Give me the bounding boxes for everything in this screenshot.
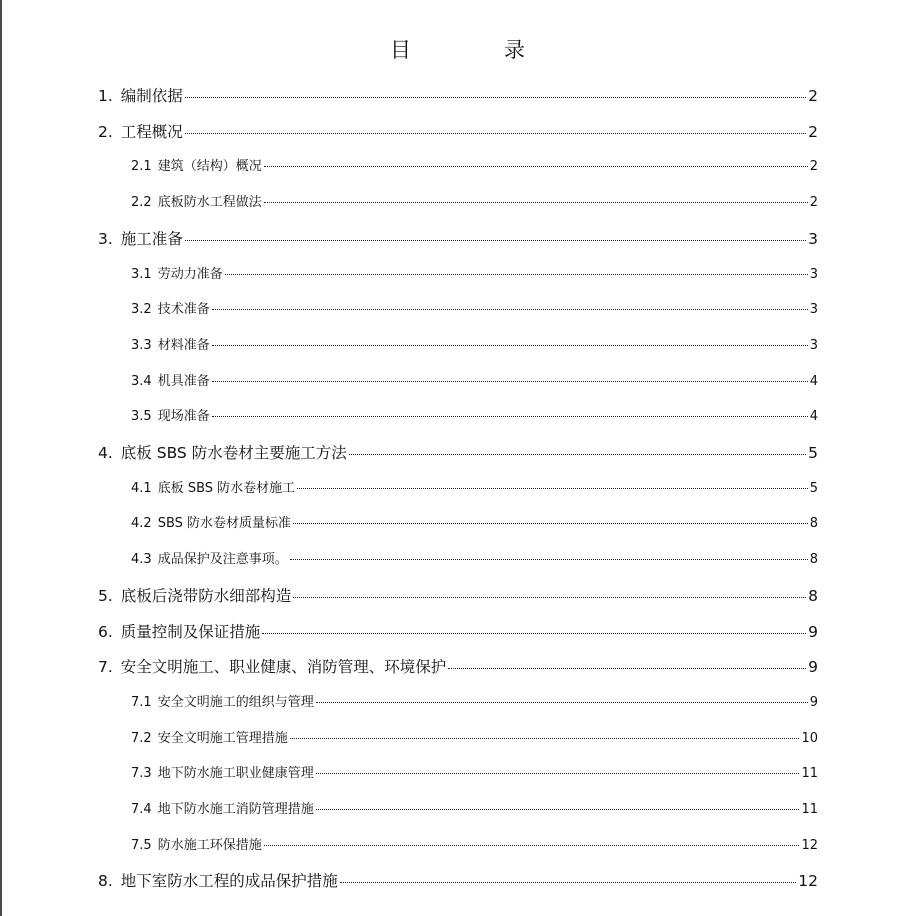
toc-entry-section[interactable] xyxy=(131,298,818,317)
toc-entry-page-number: 2 xyxy=(809,159,818,175)
toc-entry-number: 7.1 xyxy=(131,694,152,710)
toc-entry-number: 1. xyxy=(98,87,113,105)
toc-dot-leader xyxy=(316,773,800,774)
toc-entry-title: 防水施工环保措施 xyxy=(157,837,262,853)
toc-dot-leader xyxy=(185,133,806,134)
toc-entry-page-number: 9 xyxy=(808,658,818,677)
toc-entry-title: 现场准备 xyxy=(157,409,210,425)
toc-entry-number: 2. xyxy=(98,122,113,141)
toc-entry-page-number: 8 xyxy=(809,516,818,532)
toc-entry-page-number: 3 xyxy=(809,337,818,353)
toc-dot-leader xyxy=(290,559,808,560)
toc-dot-leader xyxy=(349,454,806,455)
toc-entry-page-number: 12 xyxy=(798,872,818,891)
toc-entry-section[interactable] xyxy=(131,191,818,210)
toc-entry-number: 3.1 xyxy=(131,266,152,282)
toc-entry-page-number: 11 xyxy=(801,766,818,782)
toc-title: 目 录 xyxy=(390,38,561,62)
toc-entry-chapter[interactable] xyxy=(98,120,818,142)
toc-entry-section[interactable] xyxy=(131,548,818,567)
toc-dot-leader xyxy=(212,416,808,417)
toc-entry-page-number: 2 xyxy=(808,87,818,105)
toc-dot-leader xyxy=(264,166,808,167)
toc-dot-leader xyxy=(212,309,808,310)
toc-entry-chapter[interactable] xyxy=(98,227,818,249)
toc-entry-page-number: 2 xyxy=(809,195,818,211)
toc-entry-title: 安全文明施工、职业健康、消防管理、环境保护 xyxy=(120,658,447,677)
toc-entry-page-number: 2 xyxy=(808,122,818,141)
toc-entry-title: 质量控制及保证措施 xyxy=(120,622,261,641)
toc-entry-section[interactable] xyxy=(131,798,818,817)
toc-entry-number: 4. xyxy=(98,444,113,462)
toc-entry-section[interactable] xyxy=(131,691,818,710)
toc-entry-title: 安全文明施工管理措施 xyxy=(157,730,288,746)
toc-entry-chapter[interactable] xyxy=(98,869,818,891)
toc-entry-chapter[interactable] xyxy=(98,84,818,106)
toc-entry-title: 编制依据 xyxy=(120,87,183,105)
toc-entry-number: 3. xyxy=(98,229,113,248)
toc-entry-page-number: 4 xyxy=(809,409,818,425)
toc-entry-number: 4.3 xyxy=(131,552,152,568)
toc-dot-leader xyxy=(316,702,808,703)
toc-entry-chapter[interactable] xyxy=(98,620,818,642)
toc-entry-number: 5. xyxy=(98,586,113,605)
toc-entry-chapter[interactable] xyxy=(98,655,818,677)
toc-entry-title: 成品保护及注意事项。 xyxy=(157,552,288,568)
toc-entry-number: 3.2 xyxy=(131,302,152,318)
toc-entry-title: 底板后浇带防水细部构造 xyxy=(120,586,292,605)
toc-entry-number: 7.5 xyxy=(131,837,152,853)
toc-entry-title: 工程概况 xyxy=(120,122,183,141)
toc-entry-title: SBS 防水卷材质量标准 xyxy=(157,516,292,532)
toc-entry-page-number: 8 xyxy=(808,586,818,605)
toc-entry-page-number: 12 xyxy=(801,837,818,853)
toc-dot-leader xyxy=(264,845,800,846)
toc-entry-title: 劳动力准备 xyxy=(157,266,223,282)
toc-dot-leader xyxy=(293,597,806,598)
toc-entry-number: 6. xyxy=(98,622,113,641)
toc-entry-title: 底板 SBS 防水卷材施工 xyxy=(157,480,296,496)
toc-dot-leader xyxy=(185,240,806,241)
toc-dot-leader xyxy=(212,345,808,346)
toc-entry-section[interactable] xyxy=(131,834,818,853)
toc-entry-title: 地下防水施工职业健康管理 xyxy=(157,766,314,782)
toc-entry-page-number: 5 xyxy=(808,444,818,462)
toc-entry-title: 机具准备 xyxy=(157,373,210,389)
toc-entry-title: 地下室防水工程的成品保护措施 xyxy=(120,872,338,891)
toc-entry-number: 3.4 xyxy=(131,373,152,389)
toc-entry-section[interactable] xyxy=(131,370,818,389)
toc-entry-number: 7.4 xyxy=(131,802,152,817)
toc-entry-number: 7.3 xyxy=(131,766,152,782)
toc-entry-section[interactable] xyxy=(131,263,818,282)
toc-entry-number: 7. xyxy=(98,658,113,677)
toc-dot-leader xyxy=(297,488,808,489)
toc-entry-page-number: 5 xyxy=(809,480,818,496)
toc-entry-title: 技术准备 xyxy=(157,302,210,318)
toc-entry-title: 建筑（结构）概况 xyxy=(157,159,262,175)
toc-entry-number: 2.1 xyxy=(131,159,152,175)
toc-entry-section[interactable] xyxy=(131,727,818,746)
toc-dot-leader xyxy=(212,381,808,382)
toc-entry-number: 3.5 xyxy=(131,409,152,425)
toc-dot-leader xyxy=(316,809,800,810)
toc-entry-chapter[interactable] xyxy=(98,441,818,463)
toc-entry-section[interactable] xyxy=(131,762,818,781)
toc-entry-number: 8. xyxy=(98,872,113,891)
toc-entry-section[interactable] xyxy=(131,155,818,174)
toc-entry-title: 材料准备 xyxy=(157,337,210,353)
toc-entry-page-number: 4 xyxy=(809,373,818,389)
toc-entry-page-number: 11 xyxy=(801,802,818,817)
toc-entry-page-number: 3 xyxy=(809,302,818,318)
toc-entry-number: 2.2 xyxy=(131,195,152,211)
toc-entry-title: 底板 SBS 防水卷材主要施工方法 xyxy=(120,444,347,462)
toc-dot-leader xyxy=(225,274,808,275)
toc-entry-number: 3.3 xyxy=(131,337,152,353)
toc-entry-section[interactable] xyxy=(131,334,818,353)
toc-entry-page-number: 8 xyxy=(809,552,818,568)
toc-entry-number: 7.2 xyxy=(131,730,152,746)
toc-entry-section[interactable] xyxy=(131,512,818,531)
toc-entry-page-number: 3 xyxy=(808,229,818,248)
toc-entry-title: 底板防水工程做法 xyxy=(157,195,262,211)
toc-entry-number: 4.1 xyxy=(131,480,152,496)
toc-entry-title: 地下防水施工消防管理措施 xyxy=(157,802,314,817)
toc-entry-chapter[interactable] xyxy=(98,584,818,606)
toc-dot-leader xyxy=(262,633,806,634)
toc-entry-title: 施工准备 xyxy=(120,229,183,248)
toc-dot-leader xyxy=(290,738,800,739)
toc-entry-page-number: 10 xyxy=(801,730,818,746)
toc-dot-leader xyxy=(448,668,806,669)
toc-dot-leader xyxy=(293,523,808,524)
toc-entry-page-number: 9 xyxy=(808,622,818,641)
toc-entry-title: 安全文明施工的组织与管理 xyxy=(157,694,314,710)
toc-entry-page-number: 9 xyxy=(809,694,818,710)
toc-entry-page-number: 3 xyxy=(809,266,818,282)
toc-entry-section[interactable] xyxy=(131,405,818,424)
toc-entry-number: 4.2 xyxy=(131,516,152,532)
toc-dot-leader xyxy=(185,97,806,98)
toc-dot-leader xyxy=(264,202,808,203)
toc-dot-leader xyxy=(340,882,796,883)
toc-entry-section[interactable] xyxy=(131,477,818,496)
